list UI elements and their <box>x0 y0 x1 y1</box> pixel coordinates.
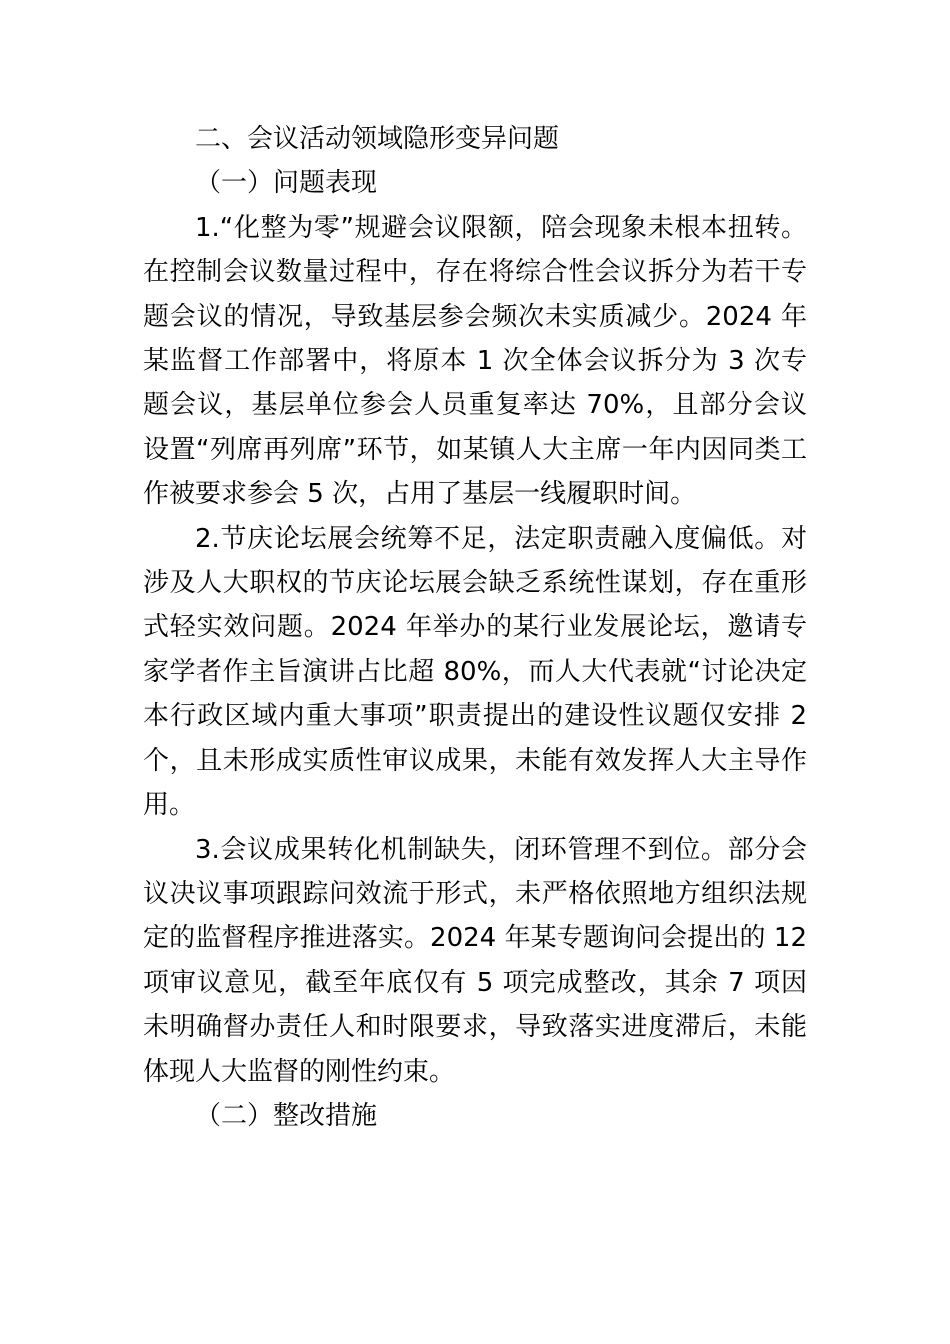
body-paragraph-2: 2.节庆论坛展会统筹不足，法定职责融入度偏低。对涉及人大职权的节庆论坛展会缺乏系统性谋划，存在重形式轻实效问题。2024 年举办的某行业发展论坛，邀请专家学者作主旨演讲占比超 80%，而人大代表就“讨论决定本行政区域内重大事项”职责提出的建设性议题仅安排 2 个，且未形成实质性审议成果，未能有效发挥人大主导作用。 <box>143 523 807 821</box>
document-body <box>143 117 807 1138</box>
body-paragraph-3: 3.会议成果转化机制缺失，闭环管理不到位。部分会议决议事项跟踪问效流于形式，未严格依照地方组织法规定的监督程序推进落实。2024 年某专题询问会提出的 12 项审议意见，截至年底仅有 5 项完成整改，其余 7 项因未明确督办责任人和时限要求，导致落实进度滞后，未能体现人大监督的刚性约束。 <box>143 834 807 1087</box>
subsection-heading-measures: （二）整改措施 <box>195 1100 378 1131</box>
section-heading: 二、会议活动领域隐形变异问题 <box>195 124 560 154</box>
subsection-heading-problems: （一）问题表现 <box>195 168 378 199</box>
body-paragraph-1: 1.“化整为零”规避会议限额，陪会现象未根本扭转。在控制会议数量过程中，存在将综合性会议拆分为若干专题会议的情况，导致基层参会频次未实质减少。2024 年某监督工作部署中，将原本 1 次全体会议拆分为 3 次专题会议，基层单位参会人员重复率达 70%，且部分会议设置“列席再列席”环节，如某镇人大主席一年内因同类工作被要求参会 5 次，占用了基层一线履职时间。 <box>143 212 807 510</box>
